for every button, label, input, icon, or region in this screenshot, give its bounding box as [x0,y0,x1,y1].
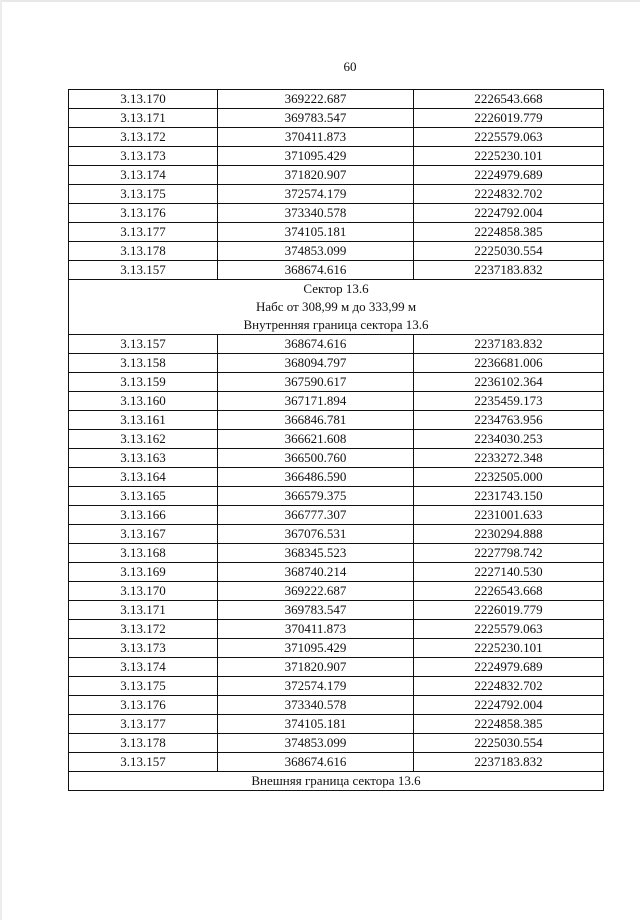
point-id-cell: 3.13.159 [69,373,218,392]
sector-title-row [69,280,604,299]
x-coordinate-cell: 368740.214 [218,563,414,582]
point-id-cell: 3.13.175 [69,677,218,696]
x-coordinate-cell: 367590.617 [218,373,414,392]
table-row [69,563,604,582]
table-row [69,734,604,753]
y-coordinate-cell: 2230294.888 [414,525,604,544]
y-coordinate-cell: 2231001.633 [414,506,604,525]
x-coordinate-cell: 373340.578 [218,204,414,223]
table-row [69,185,604,204]
x-coordinate-cell: 374105.181 [218,715,414,734]
table-row [69,658,604,677]
table-row [69,753,604,772]
point-id-cell: 3.13.164 [69,468,218,487]
table-row [69,506,604,525]
sector-header [69,280,604,335]
x-coordinate-cell: 374853.099 [218,242,414,261]
y-coordinate-cell: 2227798.742 [414,544,604,563]
block2-rows [69,335,604,772]
outer-boundary-label: Внешняя граница сектора 13.6 [69,772,604,791]
y-coordinate-cell: 2224979.689 [414,658,604,677]
point-id-cell: 3.13.169 [69,563,218,582]
x-coordinate-cell: 370411.873 [218,620,414,639]
point-id-cell: 3.13.161 [69,411,218,430]
y-coordinate-cell: 2232505.000 [414,468,604,487]
point-id-cell: 3.13.160 [69,392,218,411]
point-id-cell: 3.13.174 [69,658,218,677]
table-row [69,677,604,696]
sector-height-range: Набс от 308,99 м до 333,99 м [69,298,604,316]
x-coordinate-cell: 368674.616 [218,335,414,354]
point-id-cell: 3.13.178 [69,242,218,261]
x-coordinate-cell: 369222.687 [218,582,414,601]
point-id-cell: 3.13.174 [69,166,218,185]
block1-rows [69,90,604,280]
point-id-cell: 3.13.163 [69,449,218,468]
point-id-cell: 3.13.158 [69,354,218,373]
point-id-cell: 3.13.157 [69,261,218,280]
table-row [69,223,604,242]
x-coordinate-cell: 366777.307 [218,506,414,525]
page-number: 60 [343,59,357,74]
y-coordinate-cell: 2236681.006 [414,354,604,373]
x-coordinate-cell: 368094.797 [218,354,414,373]
inner-boundary-label: Внутренняя граница сектора 13.6 [69,316,604,335]
x-coordinate-cell: 372574.179 [218,185,414,204]
table-row [69,261,604,280]
x-coordinate-cell: 366500.760 [218,449,414,468]
point-id-cell: 3.13.170 [69,582,218,601]
x-coordinate-cell: 366621.608 [218,430,414,449]
table-row [69,487,604,506]
point-id-cell: 3.13.173 [69,147,218,166]
y-coordinate-cell: 2226019.779 [414,601,604,620]
table-row [69,128,604,147]
x-coordinate-cell: 369222.687 [218,90,414,109]
point-id-cell: 3.13.176 [69,204,218,223]
point-id-cell: 3.13.173 [69,639,218,658]
point-id-cell: 3.13.177 [69,715,218,734]
scan-top-edge [0,0,640,2]
y-coordinate-cell: 2224979.689 [414,166,604,185]
table-row [69,449,604,468]
point-id-cell: 3.13.171 [69,109,218,128]
point-id-cell: 3.13.175 [69,185,218,204]
x-coordinate-cell: 371820.907 [218,658,414,677]
y-coordinate-cell: 2237183.832 [414,261,604,280]
table-row [69,715,604,734]
y-coordinate-cell: 2237183.832 [414,753,604,772]
table-row [69,430,604,449]
x-coordinate-cell: 368345.523 [218,544,414,563]
point-id-cell: 3.13.162 [69,430,218,449]
point-id-cell: 3.13.157 [69,335,218,354]
point-id-cell: 3.13.172 [69,620,218,639]
point-id-cell: 3.13.177 [69,223,218,242]
x-coordinate-cell: 374853.099 [218,734,414,753]
table-row [69,468,604,487]
y-coordinate-cell: 2225230.101 [414,147,604,166]
table-row [69,639,604,658]
x-coordinate-cell: 373340.578 [218,696,414,715]
x-coordinate-cell: 370411.873 [218,128,414,147]
point-id-cell: 3.13.167 [69,525,218,544]
point-id-cell: 3.13.172 [69,128,218,147]
y-coordinate-cell: 2234030.253 [414,430,604,449]
x-coordinate-cell: 366486.590 [218,468,414,487]
table-row [69,204,604,223]
x-coordinate-cell: 372574.179 [218,677,414,696]
x-coordinate-cell: 371095.429 [218,147,414,166]
y-coordinate-cell: 2227140.530 [414,563,604,582]
point-id-cell: 3.13.176 [69,696,218,715]
y-coordinate-cell: 2225230.101 [414,639,604,658]
x-coordinate-cell: 369783.547 [218,109,414,128]
table-row [69,411,604,430]
point-id-cell: 3.13.178 [69,734,218,753]
inner-boundary-row [69,316,604,335]
table-row [69,242,604,261]
outer-boundary-row [69,772,604,791]
y-coordinate-cell: 2224858.385 [414,715,604,734]
y-coordinate-cell: 2224858.385 [414,223,604,242]
y-coordinate-cell: 2237183.832 [414,335,604,354]
y-coordinate-cell: 2233272.348 [414,449,604,468]
table-row [69,544,604,563]
scan-left-edge [0,0,2,920]
x-coordinate-cell: 367076.531 [218,525,414,544]
y-coordinate-cell: 2225030.554 [414,734,604,753]
y-coordinate-cell: 2225030.554 [414,242,604,261]
x-coordinate-cell: 369783.547 [218,601,414,620]
y-coordinate-cell: 2224832.702 [414,677,604,696]
point-id-cell: 3.13.165 [69,487,218,506]
table-row [69,620,604,639]
y-coordinate-cell: 2225579.063 [414,620,604,639]
y-coordinate-cell: 2225579.063 [414,128,604,147]
y-coordinate-cell: 2226019.779 [414,109,604,128]
sector-footer [69,772,604,791]
table-row [69,335,604,354]
point-id-cell: 3.13.171 [69,601,218,620]
point-id-cell: 3.13.170 [69,90,218,109]
table-row [69,392,604,411]
y-coordinate-cell: 2226543.668 [414,582,604,601]
point-id-cell: 3.13.168 [69,544,218,563]
table-row [69,90,604,109]
sector-height-row [69,298,604,316]
y-coordinate-cell: 2231743.150 [414,487,604,506]
x-coordinate-cell: 374105.181 [218,223,414,242]
x-coordinate-cell: 368674.616 [218,753,414,772]
table-row [69,166,604,185]
point-id-cell: 3.13.166 [69,506,218,525]
x-coordinate-cell: 366846.781 [218,411,414,430]
table-row [69,601,604,620]
x-coordinate-cell: 367171.894 [218,392,414,411]
x-coordinate-cell: 371820.907 [218,166,414,185]
y-coordinate-cell: 2236102.364 [414,373,604,392]
sector-title: Сектор 13.6 [69,280,604,299]
table-row [69,373,604,392]
y-coordinate-cell: 2224792.004 [414,204,604,223]
x-coordinate-cell: 368674.616 [218,261,414,280]
y-coordinate-cell: 2224832.702 [414,185,604,204]
y-coordinate-cell: 2235459.173 [414,392,604,411]
table-row [69,109,604,128]
y-coordinate-cell: 2234763.956 [414,411,604,430]
table-row [69,147,604,166]
point-id-cell: 3.13.157 [69,753,218,772]
y-coordinate-cell: 2224792.004 [414,696,604,715]
table-row [69,696,604,715]
x-coordinate-cell: 366579.375 [218,487,414,506]
x-coordinate-cell: 371095.429 [218,639,414,658]
table-row [69,525,604,544]
y-coordinate-cell: 2226543.668 [414,90,604,109]
table-row [69,582,604,601]
coordinates-table [68,89,604,791]
table-row [69,354,604,373]
